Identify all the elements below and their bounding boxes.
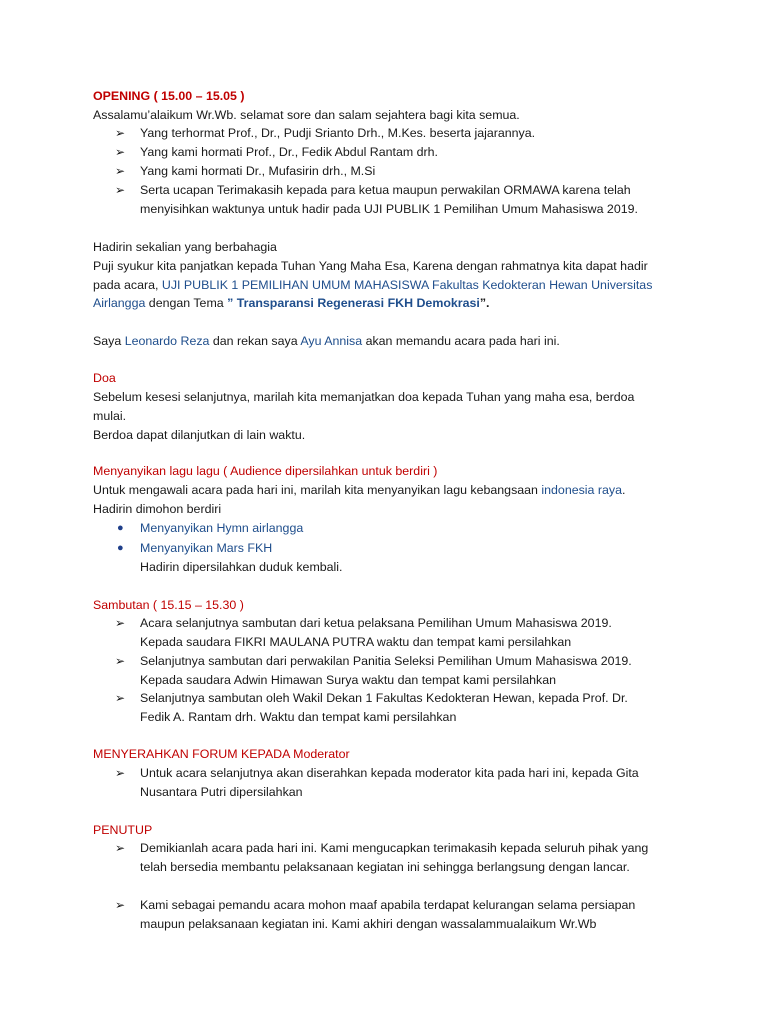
dot-bullet-icon: ●	[117, 522, 124, 534]
penutup-2-line-2: maupun pelaksanaan kegiatan ini. Kami akhiri dengan wassalammualaikum Wr.Wb	[140, 917, 597, 931]
arrow-bullet-icon: ➢	[115, 691, 126, 705]
forum-line-1: Untuk acara selanjutnya akan diserahkan kepada moderator kita pada hari ini, kepada Gita	[140, 766, 639, 780]
mc-pre: Saya	[93, 334, 125, 348]
arrow-bullet-icon: ➢	[115, 126, 126, 140]
sambutan-2-line-2: Kepada saudara Adwin Himawan Surya waktu dan tempat kami persilahkan	[140, 673, 557, 687]
arrow-bullet-icon: ➢	[115, 898, 126, 912]
arrow-bullet-icon: ➢	[115, 164, 126, 178]
hadirin-heading: Hadirin sekalian yang berbahagia	[93, 240, 277, 254]
mc-intro	[93, 332, 560, 351]
hadirin-line-3	[93, 294, 489, 313]
opening-item-4-line-2: menyisihkan waktunya untuk hadir pada UJI PUBLIK 1 Pemilihan Umum Mahasiswa 2019.	[140, 202, 638, 216]
sambutan-2-line-1: Selanjutnya sambutan dari perwakilan Panitia Seleksi Pemilihan Umum Mahasiswa 2019.	[140, 654, 632, 668]
arrow-bullet-icon: ➢	[115, 145, 126, 159]
mc-name-1: Leonardo Reza	[124, 334, 210, 348]
lagu-heading: Menyanyikan lagu lagu ( Audience dipersilahkan untuk berdiri )	[93, 464, 438, 478]
sambutan-1-line-1: Acara selanjutnya sambutan dari ketua pelaksana Pemilihan Umum Mahasiswa 2019.	[140, 616, 612, 630]
opening-item-4-line-1: Serta ucapan Terimakasih kepada para ketua maupun perwakilan ORMAWA karena telah	[140, 183, 631, 197]
opening-item-2: Yang kami hormati Prof., Dr., Fedik Abdul Rantam drh.	[140, 145, 438, 159]
sambutan-3-line-2: Fedik A. Rantam drh. Waktu dan tempat kami persilahkan	[140, 710, 457, 724]
penutup-1-line-2: telah bersedia membantu pelaksanaan kegiatan ini sehingga berlangsung dengan lancar.	[140, 860, 630, 874]
forum-line-2: Nusantara Putri dipersilahkan	[140, 785, 303, 799]
lagu-line-2: Hadirin dimohon berdiri	[93, 502, 222, 516]
penutup-1-line-1: Demikianlah acara pada hari ini. Kami mengucapkan terimakasih kepada seluruh pihak yang	[140, 841, 649, 855]
dot-bullet-icon: ●	[117, 542, 124, 554]
lagu-line-1-pre: Untuk mengawali acara pada hari ini, marilah kita menyanyikan lagu kebangsaan	[93, 483, 542, 497]
theme-prefix: dengan Tema	[145, 296, 228, 310]
opening-item-1: Yang terhormat Prof., Dr., Pudji Srianto Drh., M.Kes. beserta jajarannya.	[140, 126, 536, 140]
event-name-cont: Airlangga	[93, 296, 146, 310]
event-theme: ” Transparansi Regenerasi FKH Demokrasi	[227, 296, 480, 310]
lagu-line-1	[93, 481, 625, 500]
penutup-heading: PENUTUP	[93, 823, 153, 837]
mc-post: akan memandu acara pada hari ini.	[362, 334, 560, 348]
lagu-item-mars: Menyanyikan Mars FKH	[140, 541, 273, 555]
sambutan-3-line-1: Selanjutnya sambutan oleh Wakil Dekan 1 Fakultas Kedokteran Hewan, kepada Prof. Dr.	[140, 691, 628, 705]
song-indonesia-raya: indonesia raya	[541, 483, 622, 497]
mc-name-2: Ayu Annisa	[300, 334, 363, 348]
lagu-after: Hadirin dipersilahkan duduk kembali.	[140, 560, 343, 574]
opening-heading: OPENING ( 15.00 – 15.05 )	[93, 89, 245, 103]
forum-heading: MENYERAHKAN FORUM KEPADA Moderator	[93, 747, 350, 761]
doa-line-2: mulai.	[93, 409, 127, 423]
lagu-line-1-end: .	[621, 483, 626, 497]
arrow-bullet-icon: ➢	[115, 766, 126, 780]
event-name: UJI PUBLIK 1 PEMILIHAN UMUM MAHASISWA Fakultas Kedokteran Hewan Universitas	[161, 278, 653, 292]
mc-mid: dan rekan saya	[209, 334, 301, 348]
lagu-item-hymn: Menyanyikan Hymn airlangga	[140, 521, 304, 535]
penutup-2-line-1: Kami sebagai pemandu acara mohon maaf apabila terdapat kelurangan selama persiapan	[140, 898, 636, 912]
arrow-bullet-icon: ➢	[115, 841, 126, 855]
doa-line-3: Berdoa dapat dilanjutkan di lain waktu.	[93, 428, 306, 442]
hadirin-line-1: Puji syukur kita panjatkan kepada Tuhan Yang Maha Esa, Karena dengan rahmatnya kita dapat hadir	[93, 259, 648, 273]
arrow-bullet-icon: ➢	[115, 616, 126, 630]
arrow-bullet-icon: ➢	[115, 654, 126, 668]
opening-item-3: Yang kami hormati Dr., Mufasirin drh., M.Si	[140, 164, 376, 178]
hadirin-line-2	[93, 276, 652, 295]
arrow-bullet-icon: ➢	[115, 183, 126, 197]
sambutan-heading: Sambutan ( 15.15 – 15.30 )	[93, 598, 244, 612]
sambutan-1-line-2: Kepada saudara FIKRI MAULANA PUTRA waktu dan tempat kami persilahkan	[140, 635, 572, 649]
doa-heading: Doa	[93, 371, 116, 385]
opening-greeting: Assalamu’alaikum Wr.Wb. selamat sore dan salam sejahtera bagi kita semua.	[93, 108, 520, 122]
theme-close: ”.	[479, 296, 490, 310]
doa-line-1: Sebelum kesesi selanjutnya, marilah kita memanjatkan doa kepada Tuhan yang maha esa, berdoa	[93, 390, 635, 404]
hadirin-line-2-pre: pada acara,	[93, 278, 162, 292]
